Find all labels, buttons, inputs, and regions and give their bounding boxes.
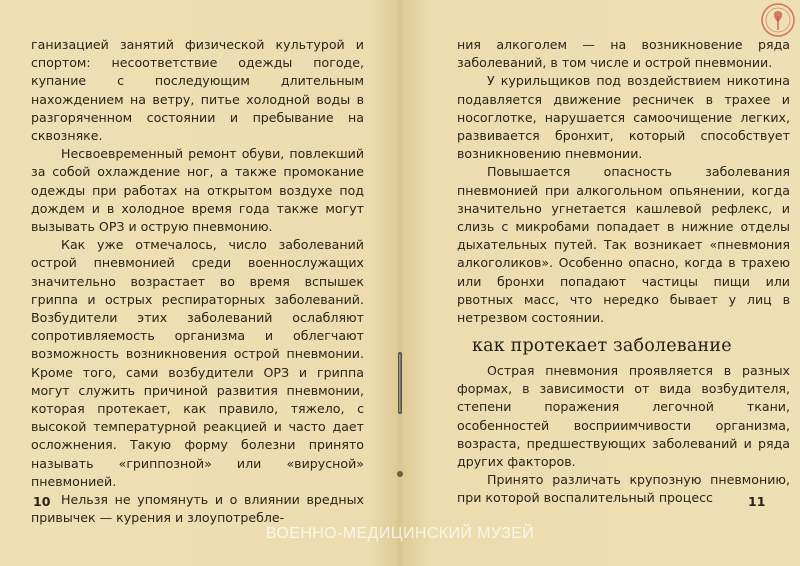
- museum-logo-icon: [760, 2, 796, 38]
- right-page-text-top: [457, 36, 790, 327]
- paragraph: Как уже отмечалось, число заболеваний острой пневмонией среди военнослужащих значительно возрастает во время вспышек гриппа и острых респираторных заболеваний. Возбудители этих заболеваний ослабляют сопротивляемость организма и облегчают возможность возникновения острой пневмонии. Кроме того, сами возбудители ОРЗ и гриппа могут служить причиной развития пневмонии, которая протекает, как правило, тяжело, с высокой температурной реакцией и часто дает осложнения. Такую форму болезни принято называть «гриппозной» или «вирусной» пневмонией.: [31, 237, 364, 489]
- paragraph: Несвоевременный ремонт обуви, повлекший за собой охлаждение ног, а также промокание одежды при работах на открытом воздухе под дождем и в холодное время года также могут вызывать ОРЗ и острую пневмонию.: [31, 146, 364, 235]
- page-number-left: 10: [33, 494, 51, 509]
- museum-watermark: ВОЕННО-МЕДИЦИНСКИЙ МУЗЕЙ: [265, 525, 535, 542]
- left-page-text: [31, 36, 364, 527]
- right-page-text-bottom: [457, 362, 790, 508]
- paragraph: Нельзя не упомянуть и о влиянии вредных привычек — курения и злоупотребле-: [31, 492, 364, 526]
- right-page: [400, 0, 800, 566]
- paragraph: ганизацией занятий физической культурой и спортом: несоответствие одежды погоде, купание с последующим длительным нахождением на ветру, питье холодной воды в разгоряченном состоянии и пребывание на сквозняке.: [31, 37, 364, 144]
- paragraph: ния алкоголем — на возникновение ряда заболеваний, в том числе и острой пневмонии.: [457, 37, 790, 71]
- binding-hole-icon: [396, 470, 404, 478]
- paragraph: Принято различать крупозную пневмонию, при которой воспалительный процесс: [457, 472, 790, 506]
- staple-icon: [396, 352, 404, 414]
- paragraph: Острая пневмония проявляется в разных формах, в зависимости от вида возбудителя, степени поражения легочной ткани, особенностей восприимчивости организма, возраста, предшествующих заболеваний и ряда других факторов.: [457, 363, 790, 470]
- section-heading: как протекает заболевание: [472, 336, 732, 356]
- page-number-right: 11: [748, 494, 766, 509]
- paragraph: Повышается опасность заболевания пневмонией при алкогольном опьянении, когда значительно угнетается кашлевой рефлекс, и слизь с микробами попадает в нижние отделы дыхательных путей. Так возникает «пневмония алкоголиков». Особенно опасно, когда в трахею или бронхи попадают частицы пищи или рвотных масс, что нередко бывает у лиц в нетрезвом состоянии.: [457, 164, 790, 326]
- paragraph: У курильщиков под воздействием никотина подавляется движение ресничек в трахее и носоглотке, нарушается самоочищение легких, развивается бронхит, который способствует возникновению пневмонии.: [457, 73, 790, 162]
